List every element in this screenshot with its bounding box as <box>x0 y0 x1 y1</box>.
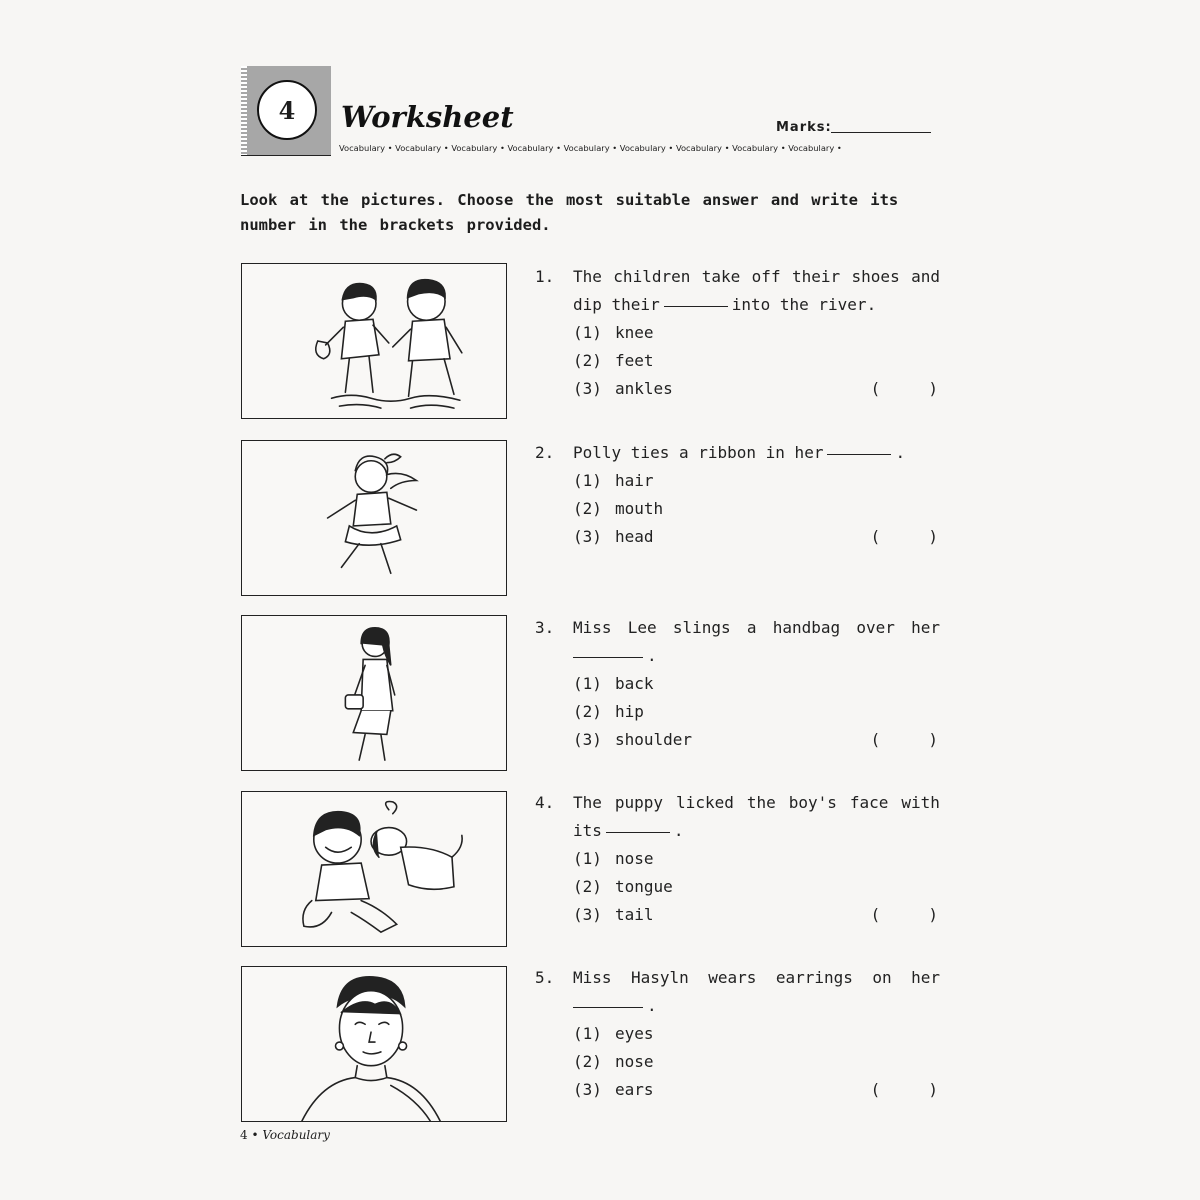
question-3 <box>535 614 940 754</box>
option-2: (2) feet <box>573 351 654 370</box>
instructions: Look at the pictures. Choose the most suitable answer and write its number in the brackets provided. <box>240 191 899 234</box>
option-3: (3) ankles ( ) <box>535 375 940 403</box>
option-3: (3) tail ( ) <box>535 901 940 929</box>
option-3: (3) ears ( ) <box>535 1076 940 1104</box>
option-2: (2) mouth <box>573 499 664 518</box>
answer-blank <box>606 831 670 833</box>
question-number: 4. <box>535 793 555 812</box>
page-footer <box>240 1128 330 1142</box>
option-2: (2) hip <box>573 702 644 721</box>
header-divider <box>241 155 331 156</box>
question-text-line1: Polly ties a ribbon in her . <box>573 443 906 462</box>
answer-bracket[interactable]: ( ) <box>870 730 938 749</box>
spiral-binding <box>241 66 247 156</box>
question-text-line2: its . <box>573 821 684 840</box>
option-3: (3) head ( ) <box>535 523 940 551</box>
worksheet-number: 4 <box>257 80 317 140</box>
answer-blank <box>573 1006 643 1008</box>
option-1: (1) hair <box>573 471 654 490</box>
section-name: Vocabulary <box>262 1128 330 1142</box>
answer-blank <box>664 305 728 307</box>
question-4 <box>535 789 940 929</box>
answer-bracket[interactable]: ( ) <box>870 1080 938 1099</box>
marks-field[interactable] <box>831 132 931 133</box>
picture-polly-ribbon <box>241 440 507 596</box>
page-number: 4 • <box>240 1128 259 1142</box>
question-text-line2: . <box>573 992 940 1020</box>
vocabulary-strip: Vocabulary • Vocabulary • Vocabulary • Vocabulary • Vocabulary • Vocabulary • Vocabulary • Vocabulary • Vocabulary • <box>339 143 842 153</box>
option-1: (1) nose <box>573 849 654 868</box>
picture-miss-lee-handbag <box>241 615 507 771</box>
option-3: (3) shoulder ( ) <box>535 726 940 754</box>
question-number: 1. <box>535 267 555 286</box>
option-2: (2) tongue <box>573 877 673 896</box>
option-1: (1) knee <box>573 323 654 342</box>
option-1: (1) back <box>573 674 654 693</box>
answer-bracket[interactable]: ( ) <box>870 379 938 398</box>
question-1 <box>535 263 940 403</box>
answer-bracket[interactable]: ( ) <box>870 527 938 546</box>
question-number: 3. <box>535 618 555 637</box>
question-5 <box>535 964 940 1104</box>
question-2 <box>535 439 940 551</box>
question-number: 5. <box>535 968 555 987</box>
answer-blank <box>573 656 643 658</box>
answer-bracket[interactable]: ( ) <box>870 905 938 924</box>
question-text-line1: The children take off their shoes and <box>573 267 940 286</box>
worksheet-number-block <box>241 66 331 156</box>
question-number: 2. <box>535 443 555 462</box>
question-text-line1: The puppy licked the boy's face with <box>573 793 940 812</box>
marks-label: Marks: <box>776 120 832 135</box>
option-2: (2) nose <box>573 1052 654 1071</box>
question-text-line1: Miss Hasyln wears earrings on her <box>573 968 940 987</box>
option-1: (1) eyes <box>573 1024 654 1043</box>
answer-blank <box>827 453 891 455</box>
question-text-line2: . <box>573 642 940 670</box>
question-text-line1: Miss Lee slings a handbag over her <box>573 618 940 637</box>
picture-boy-and-puppy <box>241 791 507 947</box>
question-text-line2: dip their into the river. <box>573 295 877 314</box>
picture-children-wading <box>241 263 507 419</box>
picture-miss-hasyln-earrings <box>241 966 507 1122</box>
page-title: Worksheet <box>341 100 514 134</box>
